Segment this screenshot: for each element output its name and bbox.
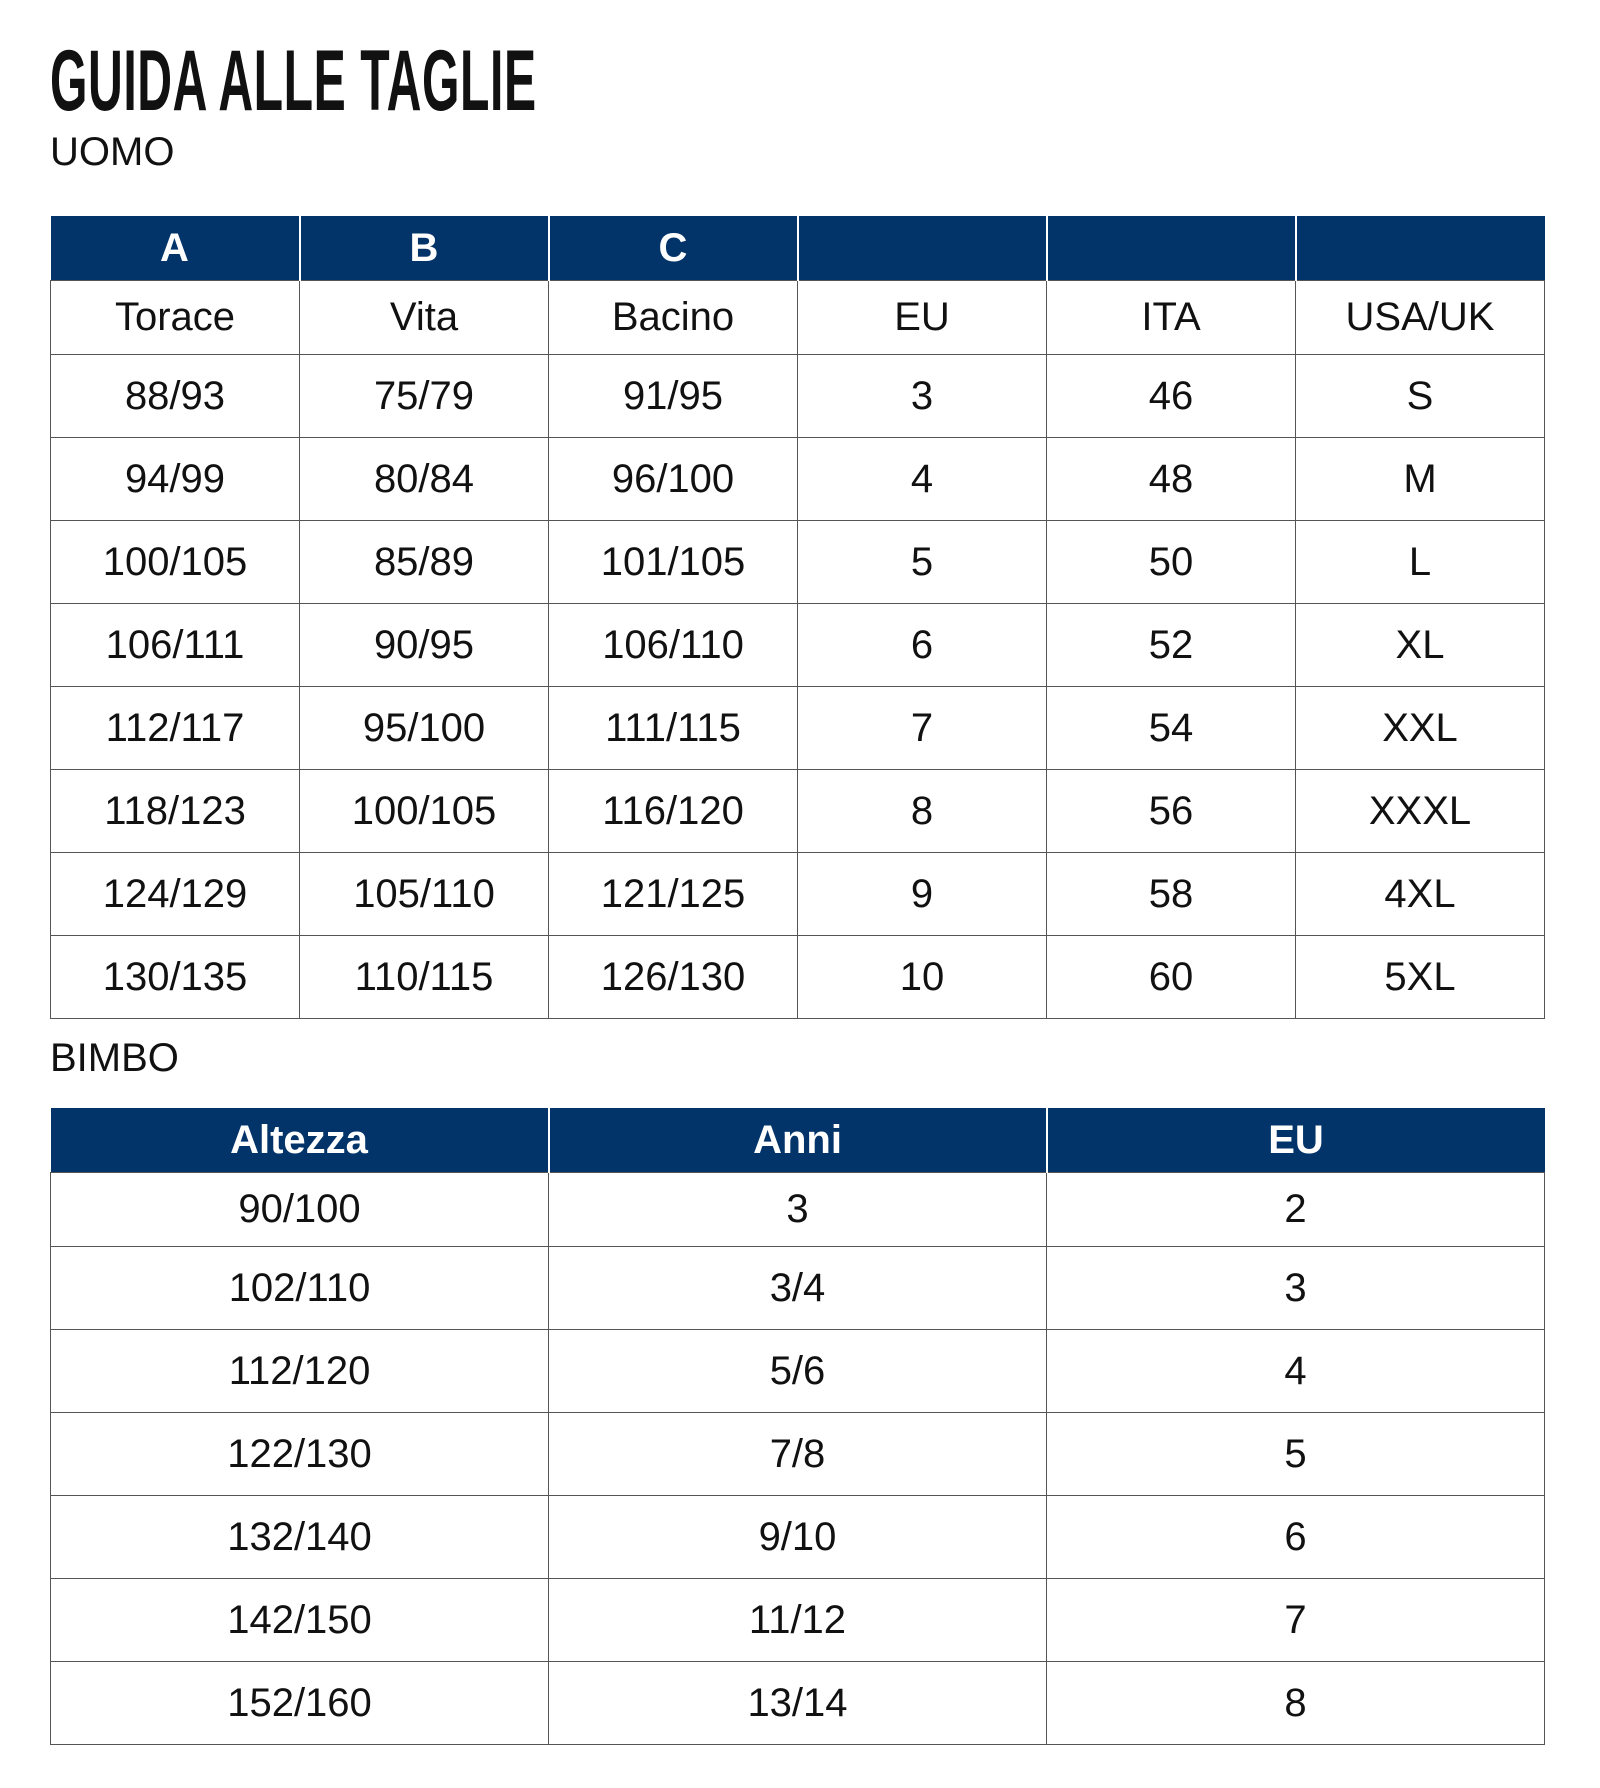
table-cell: 3 [798,355,1047,438]
table-cell: 124/129 [51,853,300,936]
column-label: Vita [300,281,549,355]
column-label: Torace [51,281,300,355]
column-label: USA/UK [1296,281,1545,355]
table-cell: 5 [1047,1413,1545,1496]
header-letter-cell: C [549,216,798,281]
table-cell: M [1296,438,1545,521]
table-cell: 75/79 [300,355,549,438]
table-cell: 132/140 [51,1496,549,1579]
table-row [51,1496,1545,1579]
table-cell: 94/99 [51,438,300,521]
table-cell: 101/105 [549,521,798,604]
table-cell: 3 [549,1173,1047,1247]
table-row [51,355,1545,438]
table-cell: 4 [798,438,1047,521]
table-row [51,936,1545,1019]
table-cell: 9 [798,853,1047,936]
table-cell: 8 [1047,1662,1545,1745]
table-cell: 130/135 [51,936,300,1019]
table-cell: 91/95 [549,355,798,438]
table-cell: 7/8 [549,1413,1047,1496]
table-cell: 56 [1047,770,1296,853]
header-letter-cell [1296,216,1545,281]
column-label-row [51,281,1545,355]
table-cell: 11/12 [549,1579,1047,1662]
table-cell: 10 [798,936,1047,1019]
table-cell: 111/115 [549,687,798,770]
table-cell: 116/120 [549,770,798,853]
table-row [51,1579,1545,1662]
table-cell: XL [1296,604,1545,687]
header-letter-cell [1047,216,1296,281]
table-cell: 2 [1047,1173,1545,1247]
table-cell: L [1296,521,1545,604]
table-cell: XXXL [1296,770,1545,853]
section-label-uomo: UOMO [50,130,175,174]
table-cell: 5XL [1296,936,1545,1019]
header-letter-cell: B [300,216,549,281]
table-cell: 100/105 [51,521,300,604]
table-cell: 6 [798,604,1047,687]
table-cell: 85/89 [300,521,549,604]
table-cell: 9/10 [549,1496,1047,1579]
table-cell: 7 [1047,1579,1545,1662]
table-cell: 102/110 [51,1247,549,1330]
table-cell: 5/6 [549,1330,1047,1413]
table-cell: 106/111 [51,604,300,687]
table-cell: 52 [1047,604,1296,687]
table-cell: 100/105 [300,770,549,853]
table-cell: 6 [1047,1496,1545,1579]
table-cell: 121/125 [549,853,798,936]
table-cell: 122/130 [51,1413,549,1496]
column-header: Altezza [51,1108,549,1173]
table-cell: S [1296,355,1545,438]
column-label: Bacino [549,281,798,355]
table-row [51,1662,1545,1745]
table-row [51,687,1545,770]
table-cell: 8 [798,770,1047,853]
header-letter-cell: A [51,216,300,281]
table-cell: 13/14 [549,1662,1047,1745]
table-row [51,770,1545,853]
table-cell: 112/120 [51,1330,549,1413]
table-cell: XXL [1296,687,1545,770]
table-row [51,853,1545,936]
table-row [51,521,1545,604]
header-letter-cell [798,216,1047,281]
table-row [51,438,1545,521]
table-row [51,1330,1545,1413]
table-row [51,1247,1545,1330]
table-cell: 80/84 [300,438,549,521]
size-table-bimbo [50,1108,1545,1745]
table-cell: 60 [1047,936,1296,1019]
table-cell: 96/100 [549,438,798,521]
table-cell: 4XL [1296,853,1545,936]
table-cell: 58 [1047,853,1296,936]
size-table-uomo [50,216,1545,1019]
table-row [51,1413,1545,1496]
column-label: EU [798,281,1047,355]
table-cell: 88/93 [51,355,300,438]
table-cell: 7 [798,687,1047,770]
table-cell: 126/130 [549,936,798,1019]
table-cell: 106/110 [549,604,798,687]
table-cell: 54 [1047,687,1296,770]
table-cell: 118/123 [51,770,300,853]
section-label-bimbo: BIMBO [50,1036,179,1080]
table-cell: 90/100 [51,1173,549,1247]
table-cell: 48 [1047,438,1296,521]
page-title: GUIDA ALLE TAGLIE [50,33,537,129]
table-cell: 95/100 [300,687,549,770]
table-cell: 3/4 [549,1247,1047,1330]
table-cell: 4 [1047,1330,1545,1413]
table-cell: 105/110 [300,853,549,936]
table-cell: 46 [1047,355,1296,438]
column-header: Anni [549,1108,1047,1173]
table-cell: 50 [1047,521,1296,604]
column-label: ITA [1047,281,1296,355]
table-cell: 142/150 [51,1579,549,1662]
table-cell: 5 [798,521,1047,604]
table-cell: 152/160 [51,1662,549,1745]
column-header: EU [1047,1108,1545,1173]
table-cell: 112/117 [51,687,300,770]
table-cell: 90/95 [300,604,549,687]
table-cell: 110/115 [300,936,549,1019]
table-row [51,1173,1545,1247]
table-row [51,604,1545,687]
table-cell: 3 [1047,1247,1545,1330]
